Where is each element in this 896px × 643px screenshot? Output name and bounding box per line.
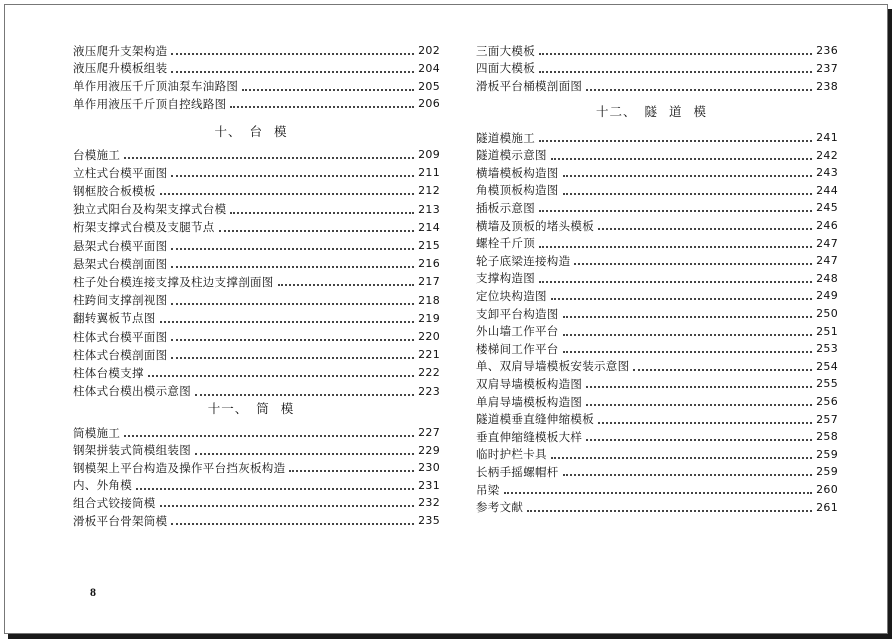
toc-entry-page: 218	[418, 293, 440, 307]
toc-entry-title: 角模顶板构造图	[476, 183, 559, 198]
dot-leader	[563, 174, 812, 177]
toc-entry	[73, 383, 440, 400]
toc-entry-page: 220	[418, 330, 440, 343]
toc-entry-page: 235	[418, 514, 440, 527]
dot-leader	[563, 333, 812, 336]
dot-leader	[160, 504, 414, 507]
dot-leader	[136, 487, 414, 490]
toc-entry-title: 临时护栏卡具	[476, 447, 547, 462]
toc-entry-title: 柱体式台模剖面图	[73, 347, 168, 362]
toc-entry	[476, 358, 838, 375]
dot-leader	[551, 297, 812, 300]
toc-entry-page: 209	[418, 148, 440, 161]
toc-entry-page: 206	[418, 97, 440, 111]
toc-entry-title: 螺栓千斤顶	[476, 236, 535, 251]
toc-entry-page: 213	[418, 202, 440, 216]
toc-entry	[476, 217, 838, 234]
toc-entry-title: 立柱式台模平面图	[73, 165, 168, 180]
toc-entry-title: 柱体式台模平面图	[73, 329, 168, 344]
toc-entry-title: 定位块构造图	[476, 288, 547, 303]
toc-entry-page: 260	[816, 483, 838, 496]
dot-leader	[539, 52, 812, 55]
toc-entry-page: 245	[816, 201, 838, 215]
dot-leader	[586, 88, 812, 91]
toc-entry-title: 翻转翼板节点图	[73, 311, 156, 326]
toc-entry	[476, 481, 838, 498]
toc-entry	[476, 270, 838, 287]
toc-entry-page: 243	[816, 166, 838, 180]
toc-entry-page: 242	[816, 148, 838, 162]
toc-entry	[73, 442, 440, 459]
dot-leader	[171, 302, 414, 305]
toc-entry-page: 255	[816, 377, 838, 391]
dot-leader	[171, 52, 414, 55]
dot-leader	[171, 356, 414, 359]
toc-entry-title: 支撑构造图	[476, 271, 535, 286]
toc-entry-page: 214	[418, 220, 440, 234]
toc-entry-title: 隧道模示意图	[476, 148, 547, 163]
toc-entry	[73, 182, 440, 199]
toc-entry-title: 内、外角模	[73, 478, 132, 493]
toc-entry	[476, 129, 838, 146]
toc-entry	[476, 60, 838, 77]
dot-leader	[195, 393, 414, 396]
toc-entry-page: 241	[816, 131, 838, 144]
toc-entry-title: 柱子处台模连接支撑及柱边支撑剖面图	[73, 274, 274, 289]
toc-entry-page: 261	[816, 500, 838, 514]
toc-entry	[476, 375, 838, 392]
toc-entry	[73, 512, 440, 529]
toc-entry-page: 244	[816, 183, 838, 197]
toc-entry-page: 204	[418, 61, 440, 75]
toc-entry	[476, 463, 838, 480]
toc-entry	[73, 477, 440, 494]
toc-entry-page: 217	[418, 275, 440, 289]
toc-entry-title: 柱体台模支撑	[73, 365, 144, 380]
toc-entry-page: 238	[816, 79, 838, 93]
toc-entry-page: 205	[418, 79, 440, 93]
dot-leader	[539, 209, 812, 212]
toc-entry-title: 悬架式台模剖面图	[73, 256, 168, 271]
dot-leader	[278, 283, 414, 286]
toc-entry-page: 258	[816, 430, 838, 444]
toc-entry-title: 液压爬升模板组装	[73, 61, 168, 76]
dot-leader	[563, 473, 812, 476]
toc-entry-title: 参考文献	[476, 500, 524, 515]
toc-entry-title: 横墙模板构造图	[476, 165, 559, 180]
toc-entry-title: 钢架拼装式筒模组装图	[73, 443, 191, 458]
toc-entry-title: 单肩导墙模板构造图	[476, 394, 583, 409]
toc-entry-page: 216	[418, 257, 440, 271]
toc-entry	[73, 292, 440, 309]
toc-entry-page: 237	[816, 61, 838, 75]
dot-leader	[230, 105, 414, 108]
toc-entry-page: 221	[418, 348, 440, 362]
toc-entry-title: 插板示意图	[476, 200, 535, 215]
toc-entry	[73, 146, 440, 163]
toc-entry-title: 单作用液压千斤顶油泵车油路图	[73, 79, 239, 94]
toc-entry	[73, 42, 440, 59]
dot-leader	[171, 174, 414, 177]
toc-entry-title: 单作用液压千斤顶自控线路图	[73, 96, 227, 111]
page-number: 8	[90, 585, 96, 599]
toc-entry	[476, 393, 838, 410]
toc-entry-title: 桁架支撑式台模及支腿节点	[73, 220, 215, 235]
section-heading	[73, 399, 440, 417]
toc-entry-page: 231	[418, 478, 440, 492]
dot-leader	[171, 247, 414, 250]
toc-entry-page: 227	[418, 426, 440, 439]
dot-leader	[527, 509, 812, 512]
toc-entry-page: 230	[418, 461, 440, 475]
dot-leader	[633, 368, 812, 371]
toc-entry-page: 202	[418, 44, 440, 57]
toc-entry	[73, 424, 440, 441]
toc-entry	[476, 411, 838, 428]
toc-entry-page: 247	[816, 254, 838, 268]
toc-entry-page: 222	[418, 366, 440, 380]
dot-leader	[148, 374, 414, 377]
toc-entry	[476, 42, 838, 59]
toc-entry-page: 212	[418, 184, 440, 198]
toc-entry-title: 钢框胶合板模板	[73, 183, 156, 198]
toc-entry-page: 223	[418, 384, 440, 398]
toc-entry-page: 229	[418, 443, 440, 457]
toc-entry-title: 单、双肩导墙模板安装示意图	[476, 359, 630, 374]
toc-entry	[73, 494, 440, 511]
dot-leader	[539, 70, 812, 73]
section-title: 台模	[249, 124, 299, 139]
toc-entry-title: 横墙及顶板的堵头模板	[476, 218, 594, 233]
toc-entry	[476, 287, 838, 304]
dot-leader	[171, 522, 414, 525]
dot-leader	[551, 456, 812, 459]
toc-entry	[73, 78, 440, 95]
toc-entry-title: 悬架式台模平面图	[73, 238, 168, 253]
toc-entry-title: 吊梁	[476, 482, 500, 497]
toc-entry	[73, 273, 440, 290]
toc-entry-title: 钢模架上平台构造及操作平台挡灰板构造	[73, 460, 286, 475]
toc-entry-page: 254	[816, 359, 838, 373]
dot-leader	[171, 70, 414, 73]
toc-entry	[73, 201, 440, 218]
toc-entry-title: 组合式铰接筒模	[73, 495, 156, 510]
dot-leader	[539, 280, 812, 283]
section-title: 筒模	[256, 401, 306, 416]
dot-leader	[539, 139, 812, 142]
toc-entry	[476, 323, 838, 340]
toc-entry	[476, 147, 838, 164]
toc-entry	[476, 446, 838, 463]
dot-leader	[586, 438, 812, 441]
toc-entry	[476, 340, 838, 357]
dot-leader	[219, 229, 414, 232]
dot-leader	[574, 262, 812, 265]
toc-entry-page: 219	[418, 311, 440, 325]
dot-leader	[586, 403, 812, 406]
toc-entry-page: 236	[816, 44, 838, 57]
dot-leader	[160, 320, 414, 323]
toc-entry	[73, 95, 440, 112]
toc-entry-title: 支卸平台构造图	[476, 306, 559, 321]
toc-entry	[476, 428, 838, 445]
toc-entry-title: 滑板平台骨架筒模	[73, 513, 168, 528]
toc-entry-page: 257	[816, 412, 838, 426]
section-number: 十一、	[207, 401, 249, 416]
toc-entry	[476, 235, 838, 252]
toc-entry	[73, 60, 440, 77]
dot-leader	[195, 452, 414, 455]
toc-entry	[73, 219, 440, 236]
toc-entry-title: 三面大模板	[476, 43, 535, 58]
dot-leader	[504, 491, 812, 494]
dot-leader	[539, 245, 812, 248]
dot-leader	[230, 211, 414, 214]
section-title: 隧道模	[644, 104, 719, 119]
dot-leader	[563, 350, 812, 353]
toc-entry-title: 长柄手摇螺帽杆	[476, 464, 559, 479]
toc-entry	[476, 252, 838, 269]
section-number: 十、	[214, 124, 242, 139]
toc-entry-page: 251	[816, 324, 838, 338]
toc-entry-title: 外山墙工作平台	[476, 324, 559, 339]
dot-leader	[563, 192, 812, 195]
dot-leader	[586, 385, 812, 388]
dot-leader	[598, 227, 812, 230]
toc-entry-page: 250	[816, 307, 838, 320]
toc-entry-title: 筒模施工	[73, 425, 121, 440]
toc-entry-title: 楼梯间工作平台	[476, 341, 559, 356]
toc-entry-page: 253	[816, 342, 838, 356]
toc-entry-title: 独立式阳台及构架支撑式台模	[73, 202, 227, 217]
dot-leader	[598, 421, 812, 424]
toc-entry-page: 256	[816, 395, 838, 408]
toc-entry	[476, 164, 838, 181]
toc-entry-page: 248	[816, 271, 838, 285]
toc-entry-page: 247	[816, 236, 838, 250]
toc-entry-page: 232	[418, 496, 440, 510]
section-heading	[73, 122, 440, 140]
toc-entry	[73, 237, 440, 254]
toc-entry-title: 柱体式台模出模示意图	[73, 384, 191, 399]
toc-entry-title: 液压爬升支架构造	[73, 43, 168, 58]
section-number: 十二、	[595, 104, 637, 119]
toc-entry	[73, 459, 440, 476]
page-frame	[4, 4, 888, 634]
section-heading	[476, 102, 838, 120]
toc-entry	[476, 199, 838, 216]
dot-leader	[289, 469, 414, 472]
dot-leader	[160, 192, 414, 195]
toc-entry	[73, 255, 440, 272]
toc-entry-page: 259	[816, 465, 838, 479]
toc-entry-page: 246	[816, 219, 838, 232]
dot-leader	[124, 434, 414, 437]
toc-entry	[476, 499, 838, 516]
toc-entry	[73, 310, 440, 327]
dot-leader	[171, 265, 414, 268]
toc-entry	[73, 164, 440, 181]
toc-entry-page: 249	[816, 289, 838, 303]
toc-entry-title: 双肩导墙模板构造图	[476, 376, 583, 391]
toc-entry-page: 211	[418, 166, 440, 180]
toc-entry-title: 隧道模施工	[476, 130, 535, 145]
toc-entry-page: 259	[816, 447, 838, 461]
dot-leader	[171, 338, 414, 341]
toc-entry	[73, 328, 440, 345]
dot-leader	[563, 315, 812, 318]
toc-entry-title: 隧道模垂直缝伸缩模板	[476, 412, 594, 427]
dot-leader	[124, 156, 414, 159]
toc-entry-title: 柱跨间支撑剖视图	[73, 293, 168, 308]
toc-entry	[476, 182, 838, 199]
toc-entry	[73, 346, 440, 363]
toc-entry-page: 215	[418, 239, 440, 252]
toc-entry-title: 滑板平台桶模剖面图	[476, 79, 583, 94]
toc-entry-title: 垂直伸缩缝模板大样	[476, 429, 583, 444]
dot-leader	[242, 88, 414, 91]
toc-entry-title: 台模施工	[73, 147, 121, 162]
toc-entry	[73, 364, 440, 381]
toc-entry-title: 四面大模板	[476, 61, 535, 76]
dot-leader	[551, 157, 812, 160]
toc-entry	[476, 78, 838, 95]
toc-entry-title: 轮子底梁连接构造	[476, 253, 571, 268]
toc-entry	[476, 305, 838, 322]
